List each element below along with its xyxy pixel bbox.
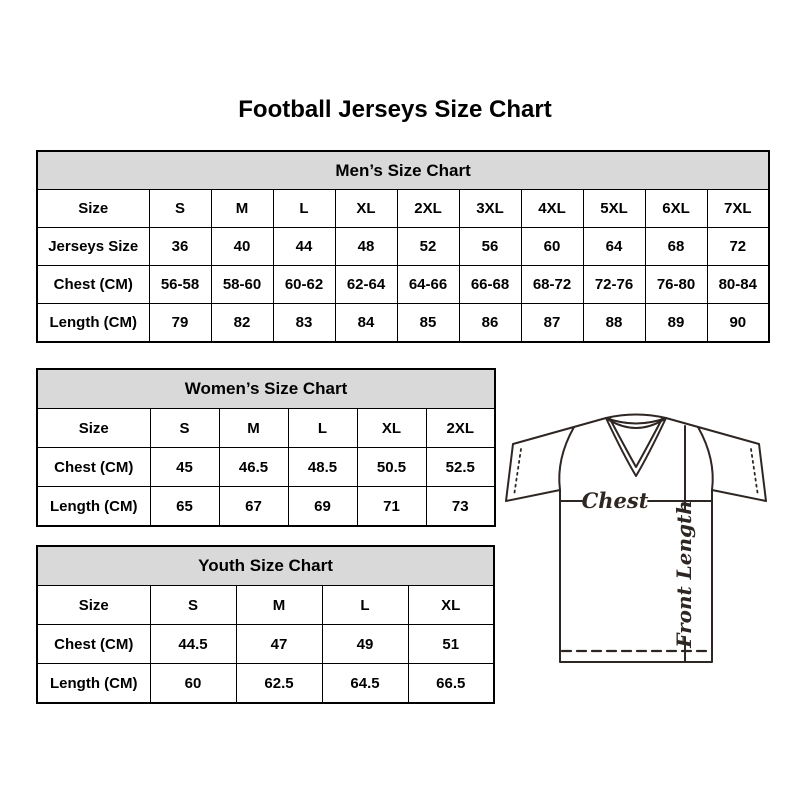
table-cell: 44.5: [150, 625, 236, 664]
table-cell: 58-60: [211, 266, 273, 304]
table-cell: 89: [645, 304, 707, 343]
table-row: [37, 266, 769, 304]
table-cell: 72: [707, 228, 769, 266]
table-cell: 84: [335, 304, 397, 343]
table-cell: M: [236, 586, 322, 625]
table-cell: 76-80: [645, 266, 707, 304]
table-cell: M: [219, 409, 288, 448]
table-cell: 83: [273, 304, 335, 343]
table-cell: 40: [211, 228, 273, 266]
table-cell: S: [150, 409, 219, 448]
youth-size-table: [36, 545, 495, 704]
table-cell: 2XL: [426, 409, 495, 448]
table-cell: 66.5: [408, 664, 494, 704]
table-row: [37, 190, 769, 228]
table-cell: XL: [357, 409, 426, 448]
table-cell: 79: [149, 304, 211, 343]
table-cell: 47: [236, 625, 322, 664]
jersey-cuff-dotted-right: [751, 449, 758, 496]
table-row: [37, 625, 494, 664]
table-cell: M: [211, 190, 273, 228]
row-label: Size: [37, 190, 149, 228]
table-cell: 64.5: [322, 664, 408, 704]
table-cell: 66-68: [459, 266, 521, 304]
row-label: Size: [37, 409, 150, 448]
jersey-armhole-left: [559, 427, 574, 490]
row-label: Length (CM): [37, 304, 149, 343]
row-label: Length (CM): [37, 487, 150, 527]
mens-table-title: Men’s Size Chart: [37, 151, 769, 190]
table-cell: 72-76: [583, 266, 645, 304]
table-cell: 4XL: [521, 190, 583, 228]
table-cell: 3XL: [459, 190, 521, 228]
table-cell: 62-64: [335, 266, 397, 304]
table-cell: L: [288, 409, 357, 448]
jersey-armhole-right: [698, 427, 713, 490]
table-row: [37, 487, 495, 527]
table-cell: S: [150, 586, 236, 625]
jersey-measurement-diagram: [500, 404, 772, 670]
table-cell: 51: [408, 625, 494, 664]
table-row: [37, 304, 769, 343]
table-cell: 85: [397, 304, 459, 343]
table-cell: 56-58: [149, 266, 211, 304]
youth-table-title: Youth Size Chart: [37, 546, 494, 586]
table-cell: 52: [397, 228, 459, 266]
table-cell: 52.5: [426, 448, 495, 487]
table-cell: L: [273, 190, 335, 228]
table-cell: 62.5: [236, 664, 322, 704]
table-cell: L: [322, 586, 408, 625]
table-cell: 5XL: [583, 190, 645, 228]
table-cell: 60: [521, 228, 583, 266]
table-cell: 49: [322, 625, 408, 664]
row-label: Chest (CM): [37, 266, 149, 304]
table-cell: 68-72: [521, 266, 583, 304]
womens-table-title: Women’s Size Chart: [37, 369, 495, 409]
table-cell: 6XL: [645, 190, 707, 228]
table-cell: 48: [335, 228, 397, 266]
table-row: [37, 409, 495, 448]
row-label: Chest (CM): [37, 448, 150, 487]
table-cell: S: [149, 190, 211, 228]
jersey-cuff-dotted-left: [514, 449, 521, 496]
mens-size-table: [36, 150, 770, 343]
table-cell: 80-84: [707, 266, 769, 304]
table-cell: XL: [335, 190, 397, 228]
table-cell: 56: [459, 228, 521, 266]
table-row: [37, 448, 495, 487]
table-cell: 64: [583, 228, 645, 266]
table-header-row: [37, 369, 495, 409]
page-title: Football Jerseys Size Chart: [238, 96, 552, 123]
table-cell: 67: [219, 487, 288, 527]
row-label: Length (CM): [37, 664, 150, 704]
table-cell: 69: [288, 487, 357, 527]
table-cell: 88: [583, 304, 645, 343]
table-cell: 86: [459, 304, 521, 343]
table-cell: XL: [408, 586, 494, 625]
table-cell: 60: [150, 664, 236, 704]
row-label: Size: [37, 586, 150, 625]
table-cell: 64-66: [397, 266, 459, 304]
row-label: Chest (CM): [37, 625, 150, 664]
table-cell: 82: [211, 304, 273, 343]
table-row: [37, 664, 494, 704]
table-header-row: [37, 151, 769, 190]
table-cell: 44: [273, 228, 335, 266]
chest-label: Chest: [581, 488, 649, 513]
row-label: Jerseys Size: [37, 228, 149, 266]
table-cell: 87: [521, 304, 583, 343]
front-length-label: Front Length: [672, 500, 696, 648]
table-cell: 2XL: [397, 190, 459, 228]
table-row: [37, 586, 494, 625]
table-cell: 48.5: [288, 448, 357, 487]
table-row: [37, 228, 769, 266]
womens-size-table: [36, 368, 496, 527]
table-cell: 65: [150, 487, 219, 527]
table-cell: 46.5: [219, 448, 288, 487]
table-cell: 90: [707, 304, 769, 343]
table-cell: 45: [150, 448, 219, 487]
jersey-outline: [506, 415, 766, 663]
table-cell: 73: [426, 487, 495, 527]
table-header-row: [37, 546, 494, 586]
table-cell: 36: [149, 228, 211, 266]
table-cell: 68: [645, 228, 707, 266]
table-cell: 71: [357, 487, 426, 527]
table-cell: 50.5: [357, 448, 426, 487]
table-cell: 7XL: [707, 190, 769, 228]
table-cell: 60-62: [273, 266, 335, 304]
